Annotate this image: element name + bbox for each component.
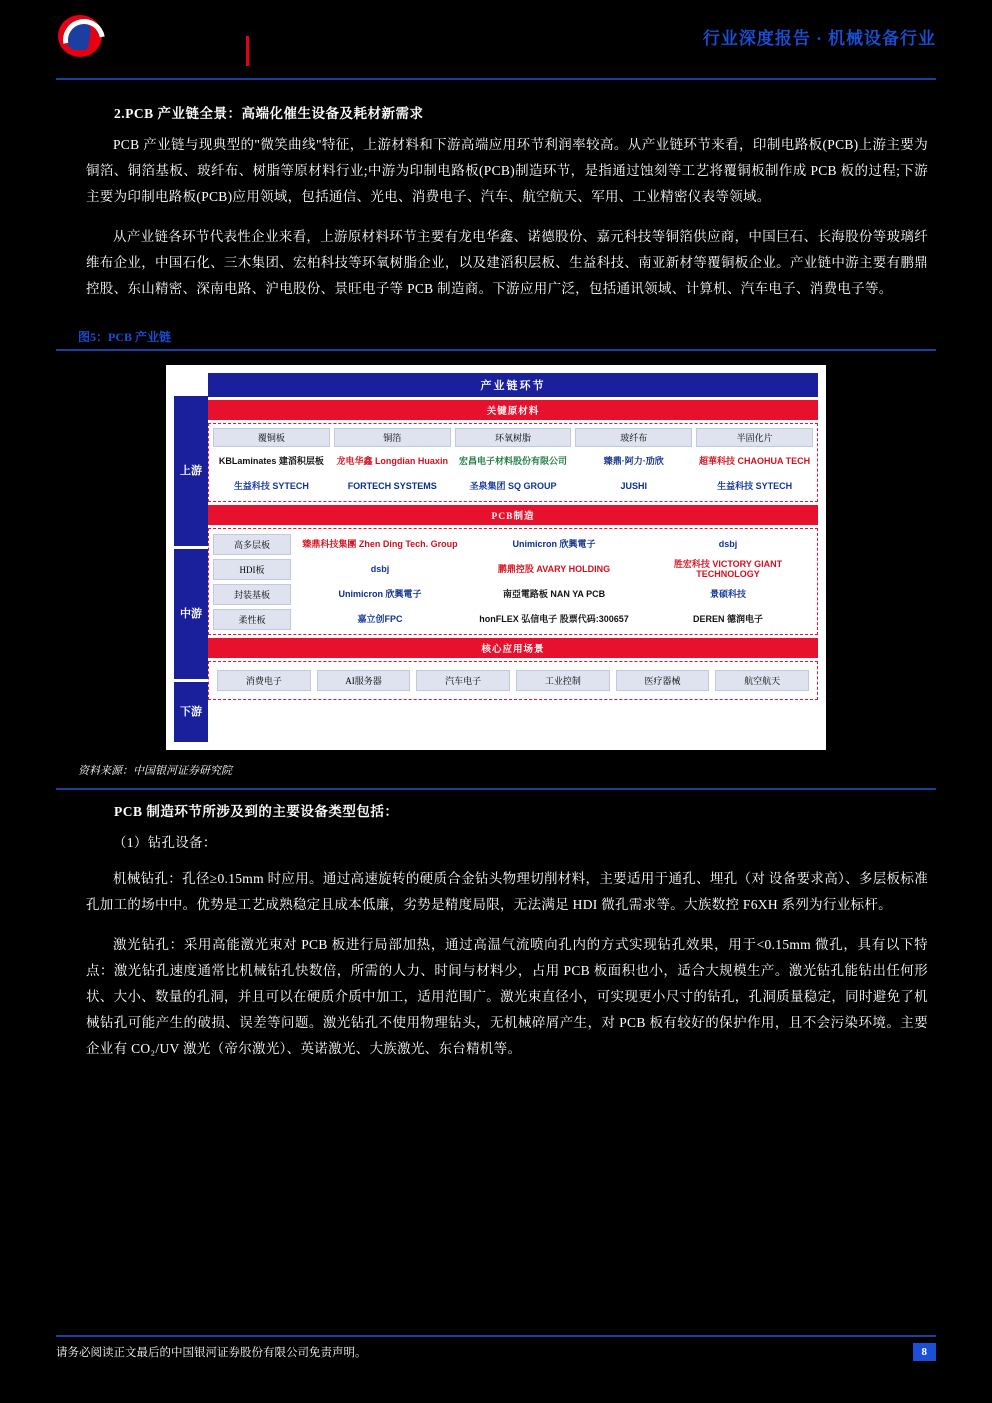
category: 玻纤布	[575, 428, 692, 447]
brand-logo: dsbj	[370, 564, 390, 574]
level-downstream: 下游	[174, 682, 208, 742]
brand-logo: 南亞電路板 NAN YA PCB	[502, 589, 606, 599]
brand-logo: 臻鼎科技集團 Zhen Ding Tech. Group	[302, 539, 458, 549]
band-upstream: 关键原材料	[208, 400, 818, 420]
level-midstream: 中游	[174, 549, 208, 679]
band-downstream: 核心应用场景	[208, 638, 818, 658]
brand-logo: 生益科技 SYTECH	[233, 481, 309, 491]
chain-top-bar: 产业链环节	[208, 373, 818, 397]
figure-image	[166, 365, 826, 750]
figure-rule	[56, 349, 936, 351]
paragraph: 从产业链各环节代表性企业来看，上游原材料环节主要有龙电华鑫、诺德股份、嘉元科技等铜箔供应商，中国巨石、长海股份等玻璃纤维布企业，中国石化、三木集团、宏柏科技等环氧树脂企业，以及建滔积层板、生益科技、南亚新材等覆铜板企业。产业链中游主要有鹏鼎控股、东山精密、深南电路、沪电股份、景旺电子等 PCB 制造商。下游应用广泛，包括通讯领域、计算机、汽车电子、消费电子等。	[86, 229, 928, 296]
mid-category: 封装基板	[213, 584, 291, 605]
upstream-logos-row-1	[213, 450, 813, 472]
mid-row	[213, 608, 813, 630]
mid-row	[213, 533, 813, 555]
mid-category: HDI板	[213, 559, 291, 580]
application: AI服务器	[317, 670, 411, 691]
brand-logo: 超華科技 CHAOHUA TECH	[699, 456, 811, 466]
paragraph: 机械钻孔：孔径≥0.15mm 时应用。通过高速旋转的硬质合金钻头物理切削材料，主要适用于通孔、埋孔（对 设备要求高）、多层板标准孔加工的场中中。优势是工艺成熟稳定且成本低廉，劣势是精度局限，无法满足 HDI 微孔需求等。大族数控 F6XH 系列为行业标杆。	[86, 871, 928, 912]
application: 航空航天	[715, 670, 809, 691]
page-number: 8	[913, 1343, 937, 1361]
level-upstream: 上游	[174, 396, 208, 546]
midstream-box	[208, 528, 818, 635]
upstream-logos-row-2	[213, 475, 813, 497]
brand-logo: 生益科技 SYTECH	[717, 481, 793, 491]
application: 汽车电子	[416, 670, 510, 691]
content-after-figure	[56, 800, 936, 1062]
source-rule	[56, 788, 936, 790]
brand-logo: honFLEX 弘信电子 股票代码:300657	[479, 614, 629, 624]
application: 消费电子	[217, 670, 311, 691]
brand-logo: 景硕科技	[709, 589, 746, 599]
brand-logo: 鹏鼎控股 AVARY HOLDING	[497, 564, 611, 574]
header-title: 行业深度报告 · 机械设备行业	[702, 28, 936, 48]
figure-block	[56, 328, 936, 790]
footer-disclaimer: 请务必阅读正文最后的中国银河证券股份有限公司免责声明。	[56, 1347, 367, 1359]
mid-category: 高多层板	[213, 534, 291, 555]
upstream-categories	[213, 428, 813, 447]
section-title: 2.PCB 产业链全景：高端化催生设备及耗材新需求	[114, 106, 424, 121]
brand-logo: DEREN 德润电子	[692, 614, 763, 624]
equipment-item-title: （1）钻孔设备：	[113, 835, 217, 850]
category: 环氧树脂	[455, 428, 572, 447]
paragraph: 激光钻孔：采用高能激光束对 PCB 板进行局部加热，通过高温气流喷向孔内的方式实现钻孔效果，用于<0.15mm 微孔，具有以下特点：激光钻孔速度通常比机械钻孔快数倍，所需的人力、时间与材料少，占用 PCB 板面积也小，适合大规模生产。激光钻孔能钻出任何形状、大小、数量的孔洞，并且可以在硬质介质中加工，适用范围广。激光束直径小，可实现更小尺寸的钻孔，孔洞质量稳定，同时避免了机械钻孔可能产生的破损、误差等问题。激光钻孔不使用物理钻头，无机械碎屑产生，对 PCB 板有较好的保护作用，且不会污染环境。主要企业有 CO₂/UV 激光（帝尔激光）、英诺激光、大族激光、东台精机等。	[86, 937, 928, 1056]
category: 铜箔	[334, 428, 451, 447]
brand-logo: 圣泉集团 SQ GROUP	[469, 481, 557, 491]
company-logo-icon	[56, 13, 108, 59]
page-header	[56, 0, 936, 72]
mid-category: 柔性板	[213, 609, 291, 630]
mid-row	[213, 583, 813, 605]
figure-caption: 图5：PCB 产业链	[78, 330, 172, 344]
category: 覆铜板	[213, 428, 330, 447]
application: 医疗器械	[616, 670, 710, 691]
application-row	[213, 666, 813, 695]
brand-logo: 嘉立创FPC	[357, 614, 403, 624]
upstream-box	[208, 423, 818, 502]
main-content	[56, 102, 936, 302]
equipment-lead: PCB 制造环节所涉及到的主要设备类型包括：	[114, 804, 399, 819]
brand-logo: 臻鼎·阿力·劢欣	[603, 456, 664, 466]
brand-logo: 龙电华鑫 Longdian Huaxin	[336, 456, 448, 466]
chain-levels	[174, 373, 208, 742]
brand-logo: dsbj	[718, 539, 738, 549]
page-footer	[56, 1335, 936, 1361]
paragraph: PCB 产业链与现典型的"微笑曲线"特征，上游材料和下游高端应用环节利润率较高。从产业链环节来看，印制电路板(PCB)上游主要为铜箔、铜箔基板、玻纤布、树脂等原材料行业;中游为印制电路板(PCB)制造环节，是指通过蚀刻等工艺将覆铜板制作成 PCB 板的过程;下游主要为印制电路板(PCB)应用领域，包括通信、光电、消费电子、汽车、航空航天、军用、工业精密仪表等领域。	[86, 137, 928, 204]
brand-logo: JUSHI	[620, 481, 648, 491]
footer-rule	[56, 1335, 936, 1337]
band-midstream: PCB制造	[208, 505, 818, 525]
brand-logo: FORTECH SYSTEMS	[347, 481, 437, 491]
figure-source: 资料来源：中国银河证券研究院	[78, 765, 232, 777]
brand-logo: 宏昌电子材料股份有限公司	[458, 456, 567, 466]
brand-logo: Unimicron 欣興電子	[338, 589, 422, 599]
downstream-box	[208, 661, 818, 700]
mid-row	[213, 558, 813, 580]
header-divider-mark	[246, 36, 249, 66]
header-rule	[56, 78, 936, 80]
category: 半固化片	[696, 428, 813, 447]
value-chain-diagram	[174, 373, 818, 742]
chain-body	[208, 373, 818, 742]
brand-logo: KBLaminates 建滔积层板	[218, 456, 324, 466]
application: 工业控制	[516, 670, 610, 691]
brand-logo: 胜宏科技 VICTORY GIANT TECHNOLOGY	[673, 559, 783, 579]
brand-logo: Unimicron 欣興電子	[512, 539, 596, 549]
